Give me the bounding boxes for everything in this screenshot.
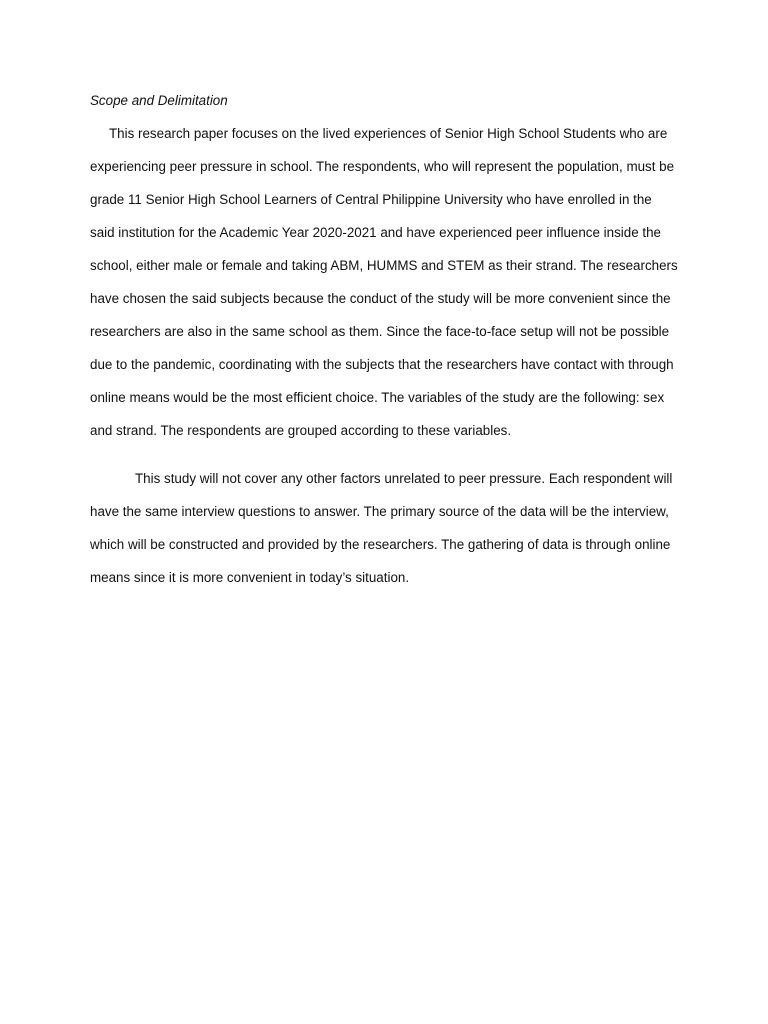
document-body <box>90 88 680 594</box>
paragraph-scope: This research paper focuses on the lived experiences of Senior High School Students who are experiencing peer pressure in school. The respondents, who will represent the population, must be grade 11 Senior High School Learners of Central Philippine University who have enrolled in the said institution for the Academic Year 2020-2021 and have experienced peer influence inside the school, either male or female and taking ABM, HUMMS and STEM as their strand. The researchers have chosen the said subjects because the conduct of the study will be more convenient since the researchers are also in the same school as them. Since the face-to-face setup will not be possible due to the pandemic, coordinating with the subjects that the researchers have contact with through online means would be the most efficient choice. The variables of the study are the following: sex and strand. The respondents are grouped according to these variables. <box>90 126 678 438</box>
paragraph-delimitation: This study will not cover any other factors unrelated to peer pressure. Each respondent will have the same interview questions to answer. The primary source of the data will be the interview, which will be constructed and provided by the researchers. The gathering of data is through online means since it is more convenient in today’s situation. <box>90 471 673 585</box>
section-heading: Scope and Delimitation <box>90 93 228 108</box>
